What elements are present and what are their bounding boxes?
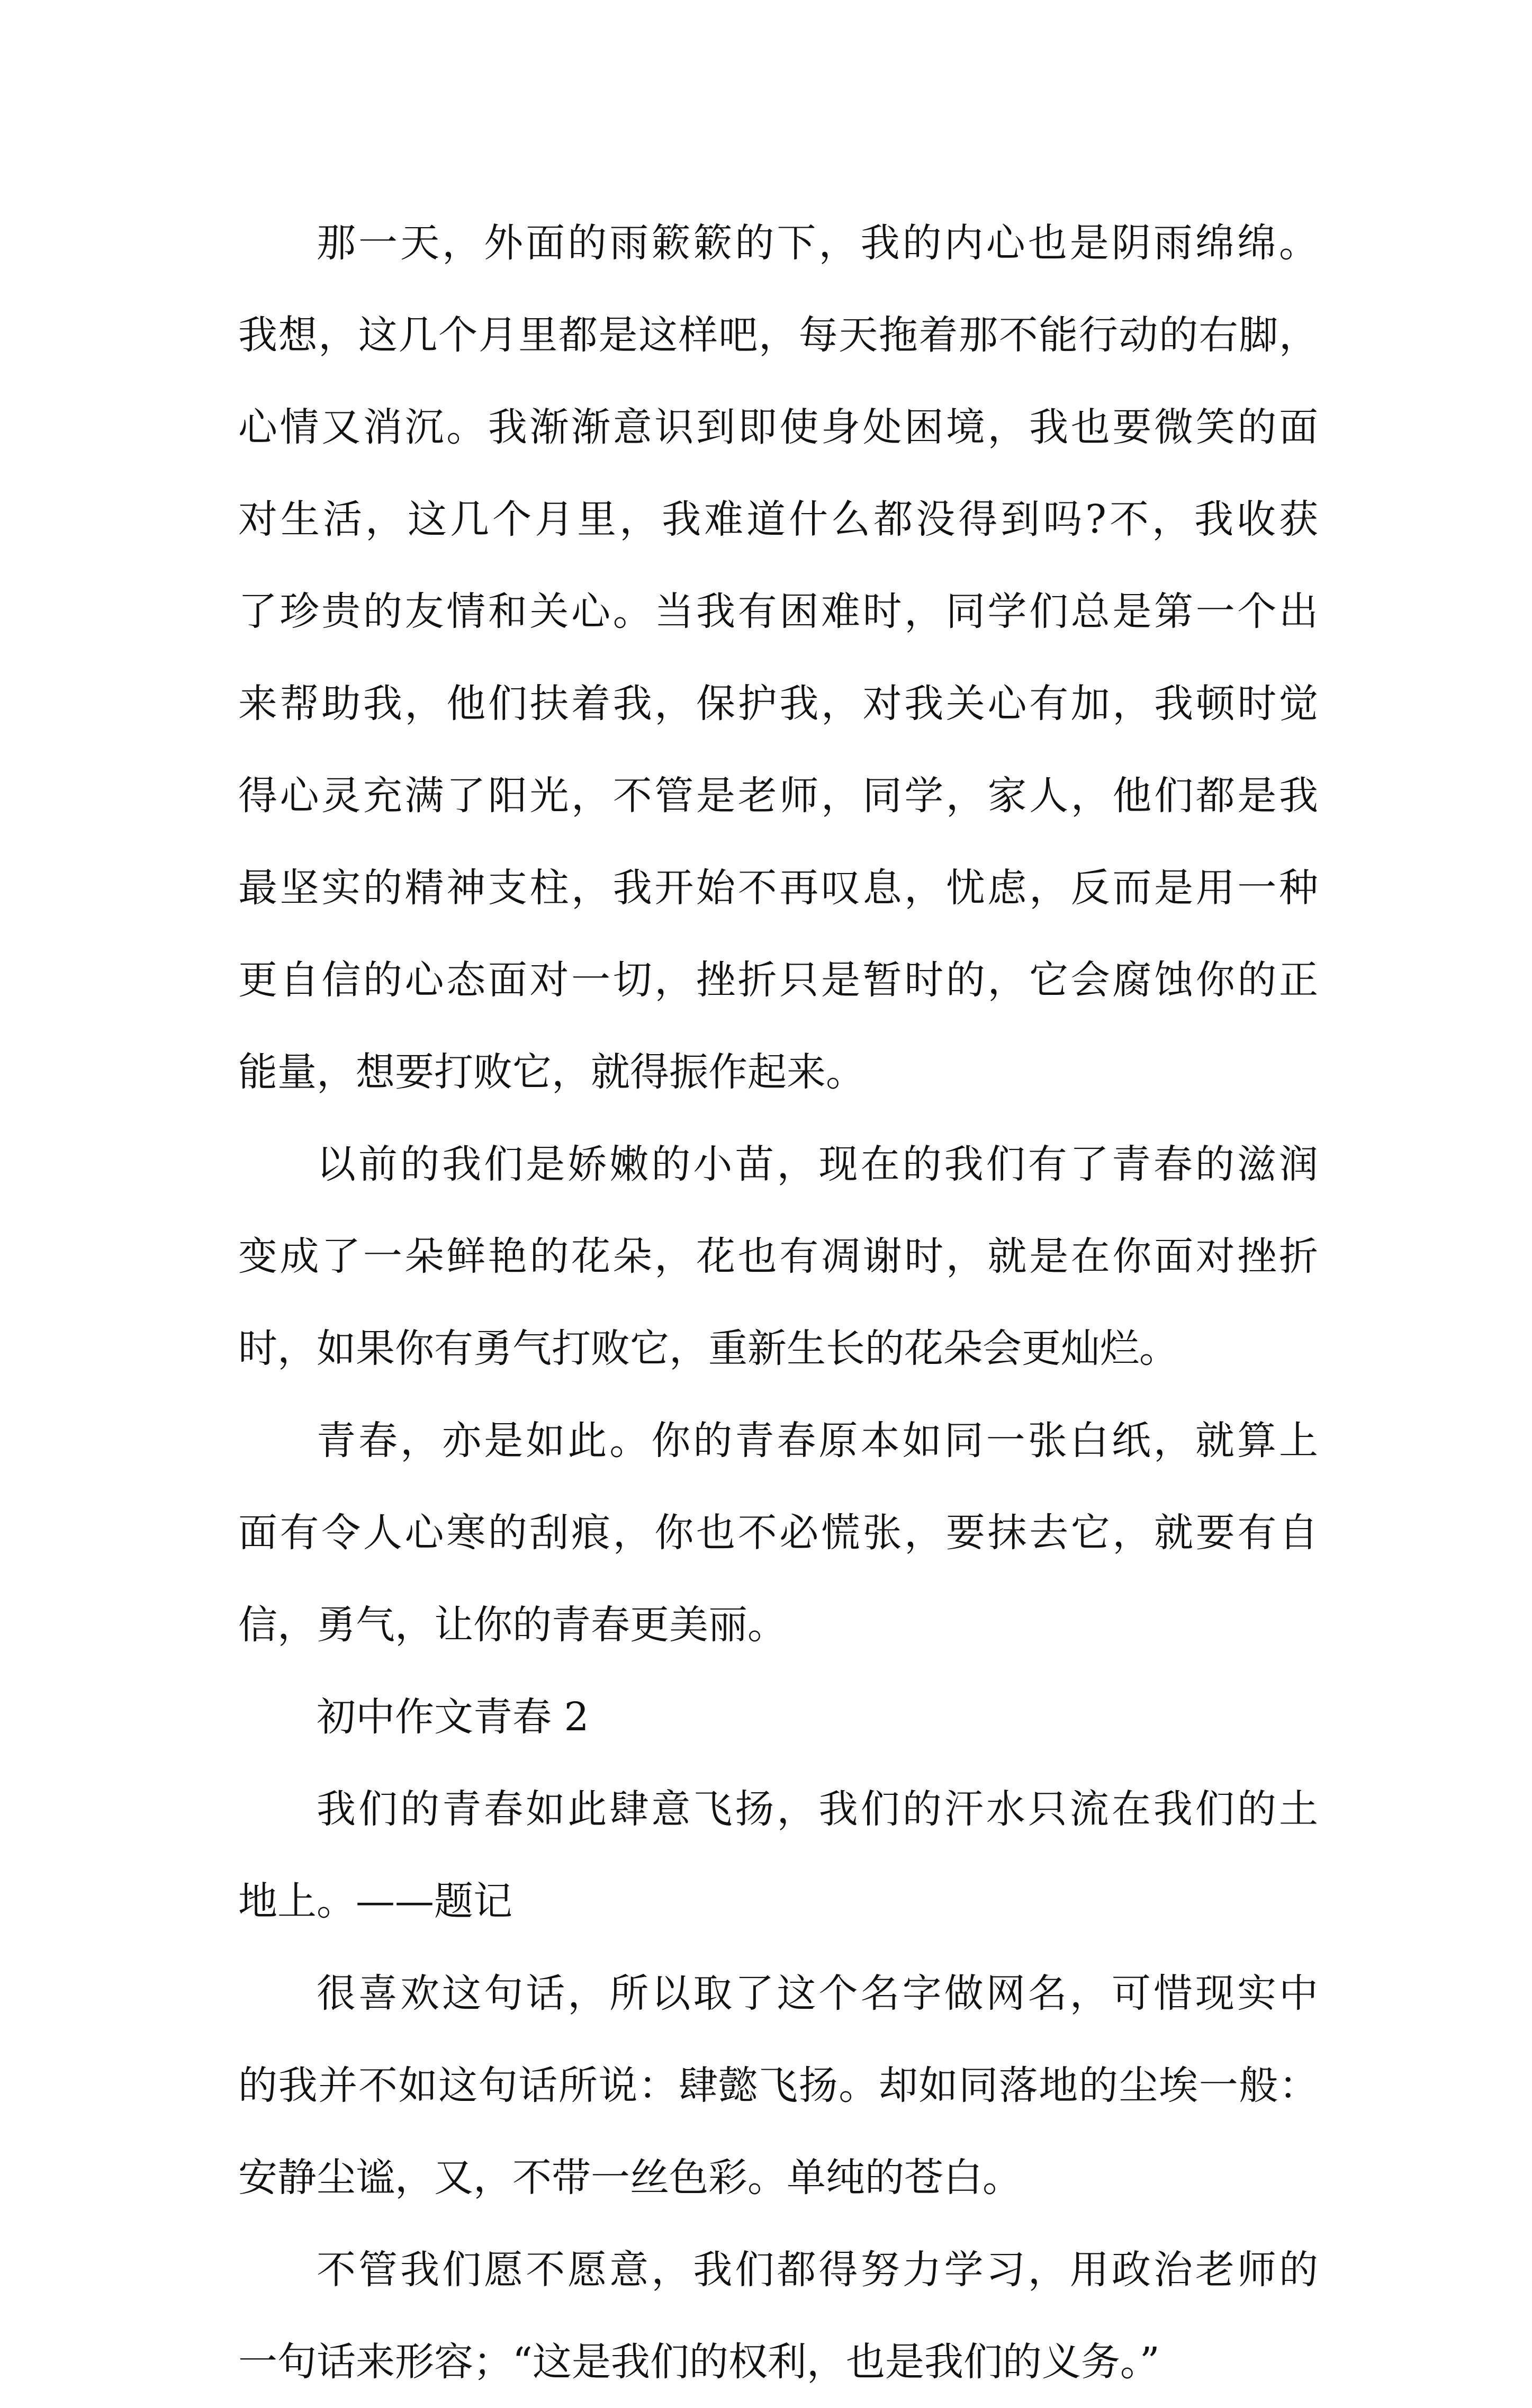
paragraph-line: 面有令人心寒的刮痕，你也不必慌张，要抹去它，就要有自 xyxy=(238,1510,1318,1556)
paragraph-line: 以前的我们是娇嫩的小苗，现在的我们有了青春的滋润 xyxy=(317,1142,1318,1187)
paragraph-line: 我想，这几个月里都是这样吧，每天拖着那不能行动的右脚， xyxy=(238,312,1318,358)
paragraph-line: 青春，亦是如此。你的青春原本如同一张白纸，就算上 xyxy=(317,1418,1318,1463)
paragraph-line: 一句话来形容；“这是我们的权利，也是我们的义务。” xyxy=(238,2339,1160,2385)
section-heading: 初中作文青春 2 xyxy=(317,1694,589,1740)
paragraph-line: 信，勇气，让你的青春更美丽。 xyxy=(238,1602,787,1648)
paragraph-line: 我们的青春如此肆意飞扬，我们的汗水只流在我们的土 xyxy=(317,1786,1318,1832)
paragraph-line: 更自信的心态面对一切，挫折只是暂时的，它会腐蚀你的正 xyxy=(238,957,1318,1003)
paragraph-line: 很喜欢这句话，所以取了这个名字做网名，可惜现实中 xyxy=(317,1971,1318,2016)
paragraph-line: 心情又消沉。我渐渐意识到即使身处困境，我也要微笑的面 xyxy=(238,405,1318,450)
paragraph-line: 对生活，这几个月里，我难道什么都没得到吗?不，我收获 xyxy=(238,497,1318,542)
paragraph-line: 安静尘谧，又，不带一丝色彩。单纯的苍白。 xyxy=(238,2155,1022,2200)
paragraph-line: 来帮助我，他们扶着我，保护我，对我关心有加，我顿时觉 xyxy=(238,681,1318,726)
paragraph-line: 最坚实的精神支柱，我开始不再叹息，忧虑，反而是用一种 xyxy=(238,865,1318,911)
essay-body xyxy=(238,197,1318,2408)
paragraph-line: 不管我们愿不愿意，我们都得努力学习，用政治老师的 xyxy=(317,2247,1318,2293)
paragraph-line: 那一天，外面的雨簌簌的下，我的内心也是阴雨绵绵。 xyxy=(317,220,1318,266)
paragraph-line: 时，如果你有勇气打败它，重新生长的花朵会更灿烂。 xyxy=(238,1326,1178,1371)
paragraph-line: 的我并不如这句话所说：肆懿飞扬。却如同落地的尘埃一般： xyxy=(238,2063,1318,2108)
paragraph-line: 得心灵充满了阳光，不管是老师，同学，家人，他们都是我 xyxy=(238,773,1318,819)
paragraph-line: 能量，想要打败它，就得振作起来。 xyxy=(238,1049,865,1095)
paragraph-line: 地上。——题记 xyxy=(238,1879,512,1924)
paragraph-line: 了珍贵的友情和关心。当我有困难时，同学们总是第一个出 xyxy=(238,589,1318,634)
paragraph-line: 变成了一朵鲜艳的花朵，花也有凋谢时，就是在你面对挫折 xyxy=(238,1234,1318,1279)
